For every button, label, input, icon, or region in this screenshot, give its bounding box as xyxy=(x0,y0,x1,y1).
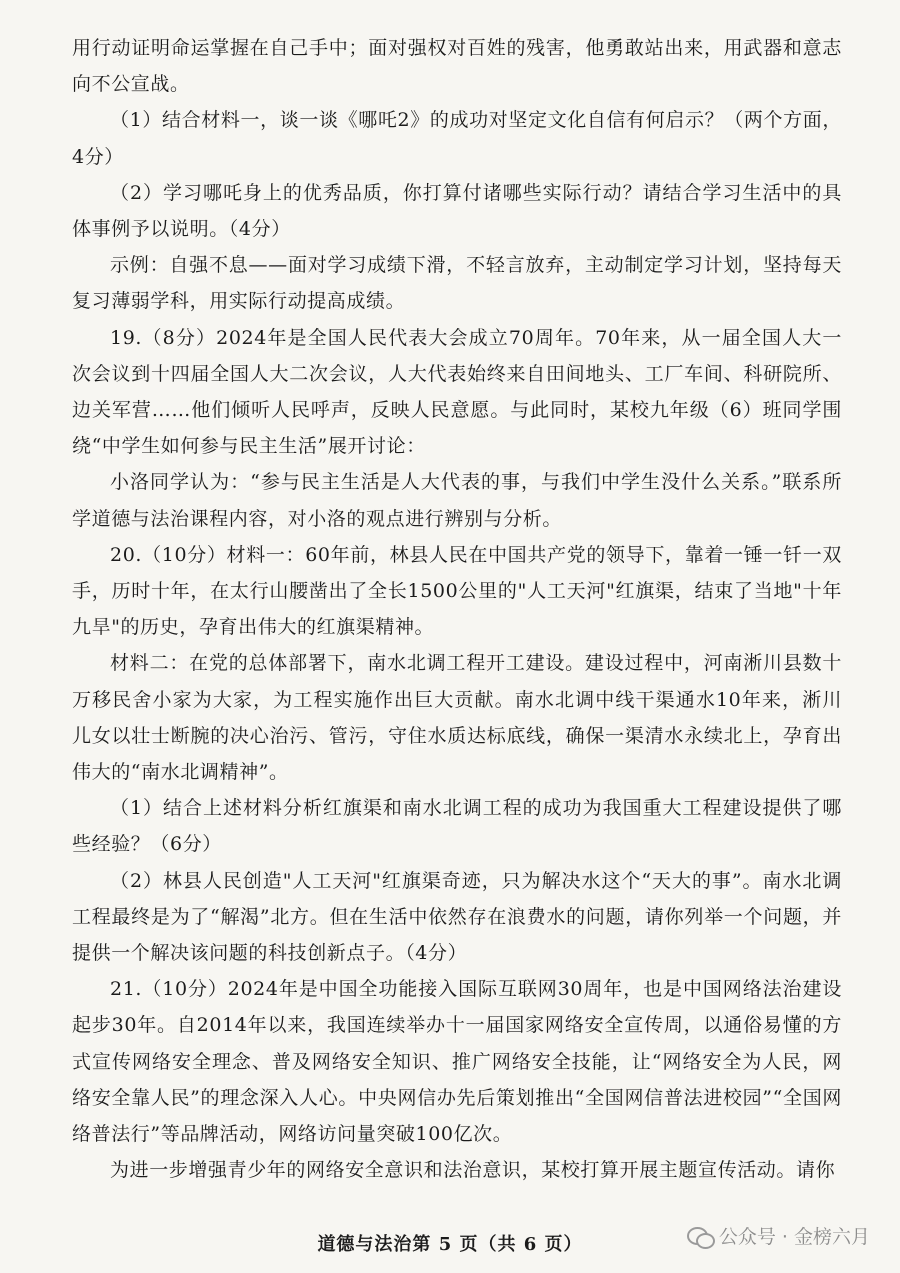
question-21-prompt: 为进一步增强青少年的网络安全意识和法治意识，某校打算开展主题宣传活动。请你 xyxy=(110,1159,836,1182)
question-20-material-1: 20.（10分）材料一：60年前，林县人民在中国共产党的领导下，靠着一锤一钎一双手，历时十年，在太行山腰凿出了全长1500公里的"人工天河"红旗渠，结束了当地"十年九旱"的历史，孕育出伟大的红旗渠精神。 xyxy=(72,543,842,639)
question-19: 19.（8分）2024年是全国人民代表大会成立70周年。70年来，从一届全国人大一次会议到十四届全国人大二次会议，人大代表始终来自田间地头、工厂车间、科研院所、边关军营……他们倾听人民呼声，反映人民意愿。与此同时，某校九年级（6）班同学围绕“中学生如何参与民主生活”展开讨论： xyxy=(72,326,842,458)
question-20-1: （1）结合上述材料分析红旗渠和南水北调工程的成功为我国重大工程建设提供了哪些经验？（6分） xyxy=(72,797,842,856)
question-19-prompt: 小洛同学认为：“参与民主生活是人大代表的事，与我们中学生没什么关系。”联系所学道德与法治课程内容，对小洛的观点进行辨别与分析。 xyxy=(72,471,842,530)
question-20-2: （2）林县人民创造"人工天河"红旗渠奇迹，只为解决水这个“天大的事”。南水北调工程最终是为了“解渴”北方。但在生活中依然存在浪费水的问题，请你列举一个问题，并提供一个解决该问题的科技创新点子。（4分） xyxy=(72,869,842,965)
question-18-2: （2）学习哪吒身上的优秀品质，你打算付诸哪些实际行动？请结合学习生活中的具体事例予以说明。（4分） xyxy=(72,181,842,241)
paragraph-intro-continuation: 用行动证明命运掌握在自己手中；面对强权对百姓的残害，他勇敢站出来，用武器和意志向不公宣战。 xyxy=(72,37,842,96)
question-18-1: （1）结合材料一，谈一谈《哪吒2》的成功对坚定文化自信有何启示？（两个方面，4分） xyxy=(72,109,842,168)
watermark-text: 公众号 · 金榜六月 xyxy=(718,1226,870,1248)
watermark xyxy=(687,1222,870,1249)
page-footer: 道德与法治第 5 页（共 6 页） xyxy=(317,1234,583,1255)
wechat-icon xyxy=(687,1225,713,1247)
question-21: 21.（10分）2024年是中国全功能接入国际互联网30周年，也是中国网络法治建设起步30年。自2014年以来，我国连续举办十一届国家网络安全宣传周，以通俗易懂的方式宣传网络安全理念、普及网络安全知识、推广网络安全技能，让“网络安全为人民，网络安全靠人民”的理念深入人心。中央网信办先后策划推出“全国网信普法进校园”“全国网络普法行”等品牌活动，网络访问量突破100亿次。 xyxy=(72,978,842,1146)
exam-text xyxy=(72,30,842,1189)
example-answer: 示例：自强不息——面对学习成绩下滑，不轻言放弃，主动制定学习计划，坚持每天复习薄弱学科，用实际行动提高成绩。 xyxy=(72,254,842,313)
question-20-material-2: 材料二：在党的总体部署下，南水北调工程开工建设。建设过程中，河南淅川县数十万移民舍小家为大家，为工程实施作出巨大贡献。南水北调中线干渠通水10年来，淅川儿女以壮士断腕的决心治污、管污，守住水质达标底线，确保一渠清水永续北上，孕育出伟大的“南水北调精神”。 xyxy=(72,652,842,784)
